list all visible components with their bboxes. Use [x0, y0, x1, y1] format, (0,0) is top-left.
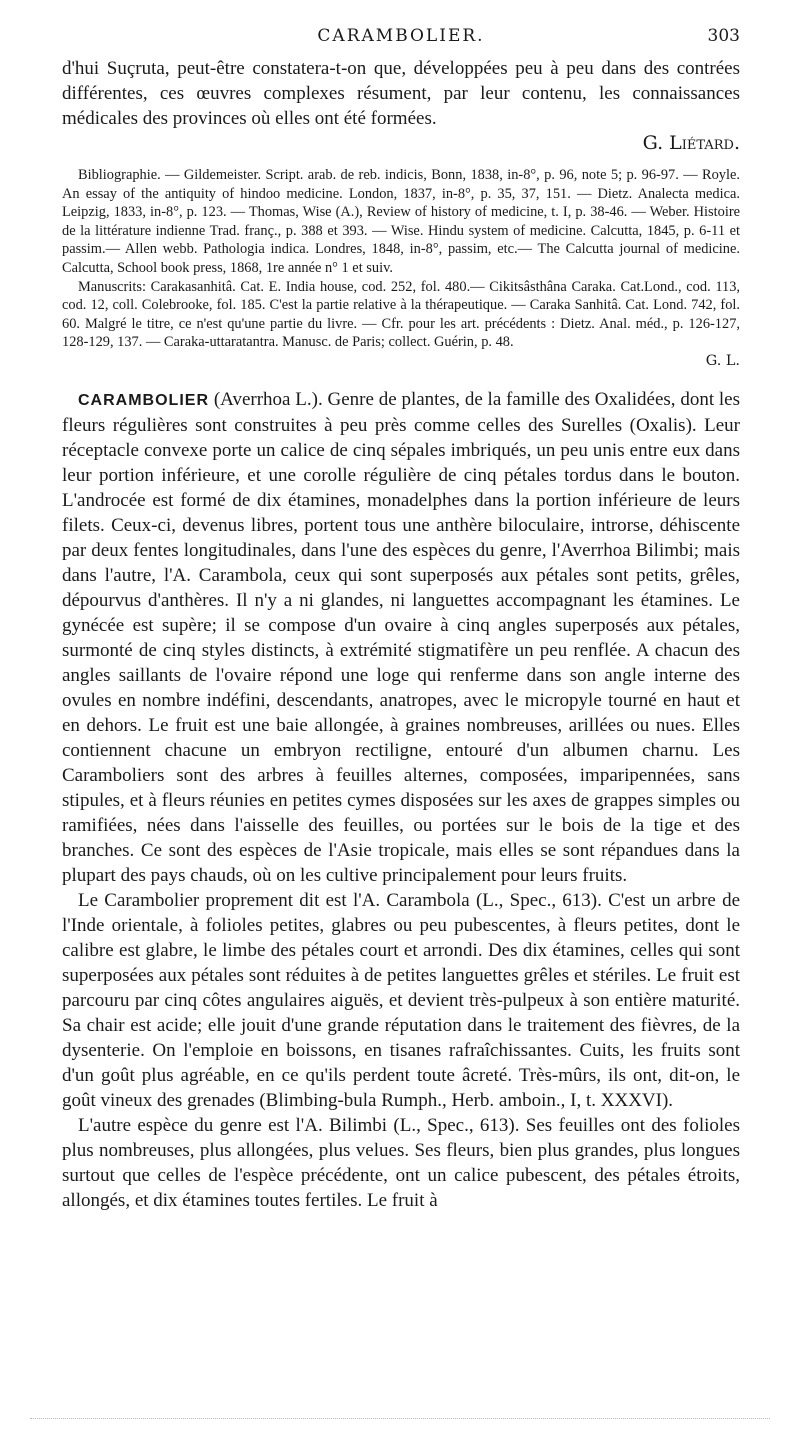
article-paragraph-2: Le Carambolier proprement dit est l'A. Carambola (L., Spec., 613). C'est un arbre de l'Inde orientale, à folioles petites, glabres ou peu pubescentes, à fleurs petites, dont le calibre est glabre, le limbe des pétales court et arrondi. Des dix étamines, celles qui sont superposées aux pétales sont réduites à de petites languettes grêles et stériles. Le fruit est parcouru par cinq côtes angulaires aiguës, et devient très-pulpeux à son entière maturité. Sa chair est acide; elle jouit d'une grande réputation dans le traitement des fièvres, de la dysenterie. On l'emploie en boissons, en tisanes rafraîchissantes. Cuits, les fruits sont d'un goût plus agréable, en ce qu'ils perdent toute âcreté. Très-mûrs, ils ont, dit-on, le goût vineux des grenades (Blimbing-bula Rumph., Herb. amboin., I, t. XXXVI). [62, 889, 740, 1111]
bibliography-signature: G. L. [705, 352, 740, 369]
manuscripts-paragraph: Manuscrits: Carakasanhitâ. Cat. E. India house, cod. 252, fol. 480.— Cikitsâsthâna Caraka. Cat.Lond., cod. 113, cod. 12, coll. Colebrooke, fol. 185. C'est la partie relative à la thérapeutique. — Caraka Sanhitâ. Cat. Lond. 742, fol. 60. Malgré le titre, ce n'est qu'une partie du livre. — Cfr. pour les art. précédents : Dietz. Anal. méd., p. 126-127, 128-129, 137. — Caraka-uttaratantra. Manusc. de Paris; collect. Guérin, p. 48. [62, 278, 740, 351]
continuation-block [62, 56, 740, 156]
footer-rule [30, 1418, 770, 1419]
author-signature: G. Liétard. [642, 132, 740, 154]
bibliography-paragraph: Bibliographie. — Gildemeister. Script. arab. de reb. indicis, Bonn, 1838, in-8°, p. 96, note 5; p. 96-97. — Royle. An essay of the antiquity of hindoo medicine. London, 1837, in-8°, p. 35, 37, 151. — Dietz. Analecta medica. Leipzig, 1833, in-8°, p. 123. — Thomas, Wise (A.), Review of history of medicine, t. I, p. 38-46. — Weber. Histoire de la littérature indienne Trad. franç., p. 388 et 393. — Wise. Hindu system of medicine. Calcutta, 1845, p. 6-11 et passim.— Allen webb. Pathologia indica. Londres, 1848, in-8°, passim, etc.— The Calcutta journal of medicine. Calcutta, School book press, 1868, 1re année n° 1 et suiv. [62, 167, 740, 276]
running-title: CARAMBOLIER. [317, 26, 485, 46]
entry-headword: CARAMBOLIER [78, 391, 209, 409]
page [62, 26, 740, 1213]
page-header [62, 26, 740, 56]
page-number: 303 [707, 26, 740, 46]
article-paragraph-1 [62, 387, 740, 888]
article-carambolier [62, 387, 740, 1213]
continuation-paragraph: d'hui Suçruta, peut-être constatera-t-on que, développées peu à peu dans des contrées différentes, ces œuvres complexes résument, par leur contenu, les connaissances médicales des provinces où elles ont été formées. [62, 58, 740, 129]
article-paragraph-1-text: (Averrhoa L.). Genre de plantes, de la famille des Oxalidées, dont les fleurs régulières sont construites à peu près comme celles des Surelles (Oxalis). Leur réceptacle convexe porte un calice de cinq sépales imbriqués, un peu unis entre eux dans leur portion inférieure, et une corolle régulière de cinq pétales tordus dans le bouton. L'androcée est formé de dix étamines, monadelphes dans la portion inférieure de leurs filets. Ceux-ci, devenus libres, portent tous une anthère biloculaire, introrse, déhiscente par deux fentes longitudinales, dans l'une des espèces du genre, l'Averrhoa Bilimbi; mais dans l'autre, l'A. Carambola, ceux qui sont superposés aux pétales sont petits, grêles, dépourvus d'anthères. Il n'y a ni glandes, ni languettes accompagnant les étamines. Le gynécée est supère; il se compose d'un ovaire à cinq angles superposés aux pétales, surmonté de cinq styles distincts, à extrémité stigmatifère un peu renflée. A chacun des angles saillants de l'ovaire répond une loge qui renferme dans son angle interne des ovules en nombre indéfini, descendants, anatropes, avec le micropyle tourné en haut et en dehors. Le fruit est une baie allongée, à graines nombreuses, arillées ou nues. Elles contiennent chacune un embryon rectiligne, entouré d'un albumen charnu. Les Caramboliers sont des arbres à feuilles alternes, composées, imparipennées, sans stipules, et à fleurs réunies en petites cymes disposées sur les axes de grappes simples ou ramifiées, nées dans l'aisselle des feuilles, ou portées sur le bois de la tige et des branches. Ce sont des espèces de l'Asie tropicale, mais elles se sont répandues dans la plupart des pays chauds, où on les cultive principalement pour leurs fruits. [62, 388, 741, 886]
article-paragraph-3: L'autre espèce du genre est l'A. Bilimbi (L., Spec., 613). Ses feuilles ont des folioles plus nombreuses, plus allongées, plus velues. Ses fleurs, bien plus grandes, plus longues surtout que celles de l'espèce précédente, ont un calice pubescent, des pétales étroits, allongés, et dix étamines toutes fertiles. Le fruit à [62, 1114, 740, 1211]
bibliography-section [62, 166, 740, 371]
